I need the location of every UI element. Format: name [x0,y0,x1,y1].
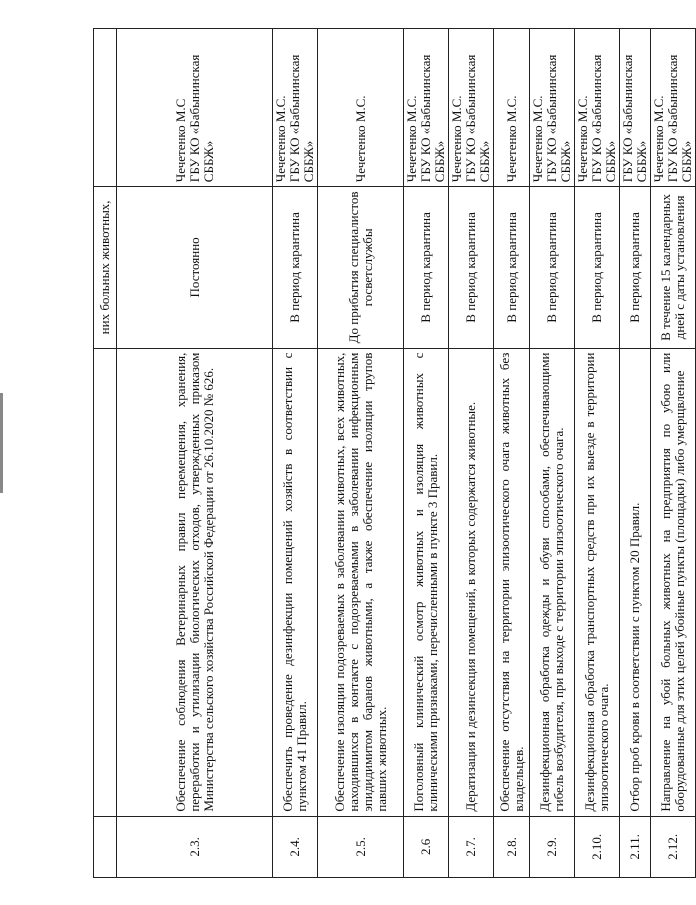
responsible-line: ГБУ КО «Бабынинская СББЖ» [418,54,447,183]
row-deadline: них больных животных, [94,187,117,348]
responsible-line: Чечетенко М.С. [352,95,368,183]
row-number: 2.6 [404,816,449,877]
row-number: 2.9. [530,816,575,877]
table-row [575,29,620,878]
row-measure: Дезинфекционная обработка транспортных средств при их выезде в территории эпизоотического очага. [575,348,620,816]
table-row [318,29,404,878]
responsible-line: ГБУ КО «Бабынинская СББЖ» [665,54,694,183]
row-deadline: Постоянно [117,187,273,348]
row-measure: Обеспечение соблюдения Ветеринарных правил перемещения, хранения, переработки и утилизации биологических отходов, утвержденных приказом Министерства сельского хозяйства Российской Федерации от 26.10.2020 № 626. [117,348,273,816]
row-deadline: В период карантина [404,187,449,348]
row-number: 2.7. [449,816,494,877]
scan-edge-mark [0,393,3,493]
row-number [94,816,117,877]
row-responsible [494,29,530,187]
responsible-line: ГБУ КО «Бабынинская СББЖ» [463,54,492,183]
table-row [449,29,494,878]
responsible-line: ГБУ КО «Бабынинская СББЖ» [287,54,316,183]
row-measure: Обеспечить проведение дезинфекции помещений хозяйств в соответствии с пунктом 41 Правил. [273,348,318,816]
table-row [273,29,318,878]
responsible-line: ГБУ КО «Бабынинская СББЖ» [620,54,649,183]
row-deadline: До прибытия специалистов госветслужбы [318,187,404,348]
row-number: 2.10. [575,816,620,877]
row-measure: Обеспечение отсутствия на территории эпизоотического очага животных без владельцев. [494,348,530,816]
row-number: 2.4. [273,816,318,877]
row-deadline: В период карантина [620,187,651,348]
row-responsible [318,29,404,187]
row-deadline: В период карантина [449,187,494,348]
responsible-line: ГБУ КО «Бабынинская СББЖ» [544,54,573,183]
row-number: 2.8. [494,816,530,877]
row-measure: Дезинфекционная обработка одежды и обуви способами, обеспечивающими гибель возбудителя, при выходе с территории эпизоотического очага. [530,348,575,816]
responsible-line: ГБУ КО «Бабынинская СББЖ» [589,54,618,183]
row-responsible [575,29,620,187]
row-number: 2.5. [318,816,404,877]
table-row [494,29,530,878]
row-number: 2.12. [651,816,696,877]
row-deadline: В течение 15 календарных дней с даты установления [651,187,696,348]
row-responsible [117,29,273,187]
responsible-line: Чечетенко М.С [172,98,188,183]
row-measure: Обеспечение изоляции подозреваемых в заболевании животных, всех животных, находившихся в контакте с подозреваемыми в заболевании инфекционным эпидидимитом баранов животными, а также обеспечение изоляции трупов павших животных. [318,348,404,816]
table-row [530,29,575,878]
row-responsible [94,29,117,187]
row-measure: Направление на убой больных животных на предприятия по убою или оборудованные для этих целей убойные пункты (площадки) либо умерщвление [651,348,696,816]
row-deadline: В период карантина [575,187,620,348]
table-row [651,29,696,878]
responsible-line: Чечетенко М.С. [530,95,545,183]
row-measure: Дератизация и дезинсекция помещений, в которых содержатся животные. [449,348,494,816]
rotated-page [93,28,694,878]
responsible-line: Чечетенко М.С. [404,95,419,183]
row-measure: Отбор проб крови в соответствии с пунктом 20 Правил. [620,348,651,816]
row-measure [94,348,117,816]
row-responsible [651,29,696,187]
responsible-line: Чечетенко М.С. [273,95,288,183]
row-responsible [273,29,318,187]
row-responsible [620,29,651,187]
responsible-line: Чечетенко М.С. [651,95,666,183]
table-row [404,29,449,878]
row-responsible [449,29,494,187]
row-measure: Поголовный клинический осмотр животных и изоляция животных с клиническими признаками, перечисленными в пункте 3 Правил. [404,348,449,816]
table-row [94,29,117,878]
responsible-line: Чечетенко М.С. [449,95,464,183]
row-responsible [530,29,575,187]
table-row [117,29,273,878]
row-number: 2.11. [620,816,651,877]
row-responsible [404,29,449,187]
row-deadline: В период карантина [530,187,575,348]
measures-table [93,28,696,878]
responsible-line: Чечетенко М.С. [575,95,590,183]
row-deadline: В период карантина [273,187,318,348]
table-row [620,29,651,878]
row-deadline: В период карантина [494,187,530,348]
responsible-line: Чечетенко М.С. [503,95,519,183]
row-number: 2.3. [117,816,273,877]
responsible-line: ГБУ КО «Бабынинская СББЖ» [186,54,216,183]
